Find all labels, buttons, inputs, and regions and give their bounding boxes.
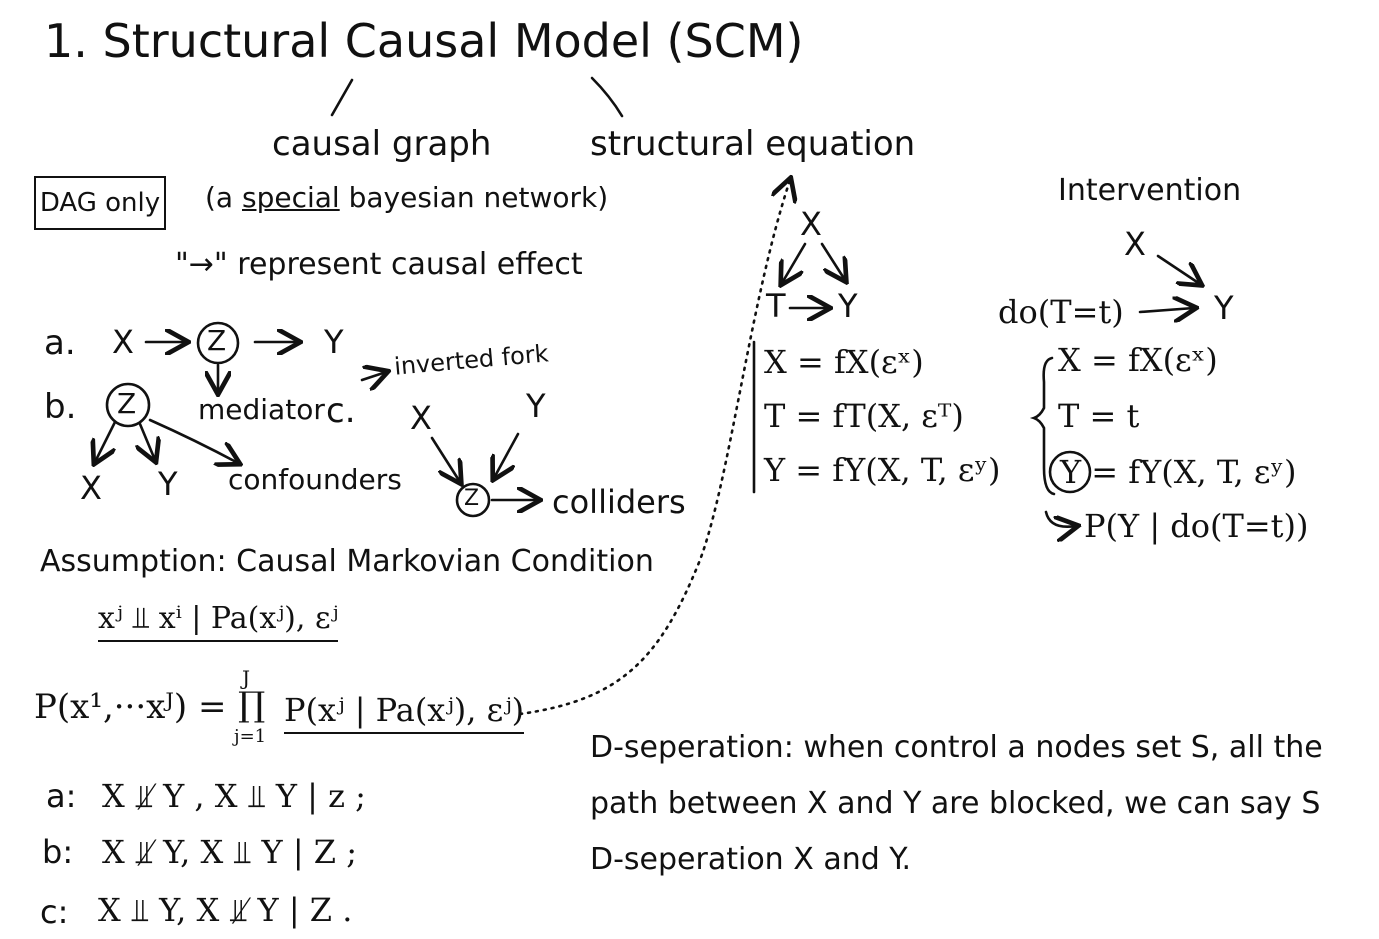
- cmc-formula: xʲ ⫫ xⁱ | Pa(xʲ), εʲ: [98, 604, 338, 642]
- pattern-c-z: Z: [464, 486, 480, 511]
- arrow-y-z-c: [494, 434, 518, 478]
- factorization-prod-top: J: [242, 666, 251, 690]
- pattern-a-name: mediator: [198, 393, 325, 426]
- intervention-do: do(T=t): [998, 293, 1124, 331]
- arrow-int-x-y: [1158, 256, 1200, 284]
- intervention-eq-x: X = fX(εˣ): [1058, 341, 1218, 379]
- scm-node-t: T: [766, 287, 786, 325]
- dag-note-suffix: bayesian network): [348, 181, 609, 214]
- factorization-prod: ∏: [238, 685, 266, 725]
- intervention-node-x: X: [1124, 225, 1146, 263]
- dag-note-special: special: [242, 181, 340, 214]
- pattern-b-name: confounders: [228, 463, 402, 496]
- arrow-x-t: [782, 244, 805, 283]
- independence-expr-b: X ⫫̸ Y, X ⫫ Y | Z ;: [102, 833, 357, 871]
- dag-note-prefix: (a: [205, 181, 234, 214]
- arrow-do-y: [1140, 308, 1194, 312]
- arrow-eq-result: [1046, 512, 1076, 527]
- arrow-x-y: [822, 244, 845, 280]
- scm-eq-x: X = fX(εˣ): [764, 343, 924, 381]
- page-title: 1. Structural Causal Model (SCM): [44, 14, 804, 68]
- intervention-result: P(Y | do(T=t)): [1084, 507, 1309, 545]
- scm-eq-t: T = fT(X, εᵀ): [764, 397, 964, 435]
- factorization-lhs: P(x¹,···xᴶ) =: [34, 687, 227, 727]
- pattern-c-x: X: [410, 399, 432, 437]
- intervention-title: Intervention: [1058, 173, 1242, 208]
- branch-line-left: [332, 80, 352, 115]
- assumption-title: Assumption: Causal Markovian Condition: [40, 544, 654, 579]
- arrow-z-x-b: [95, 422, 115, 462]
- pattern-c-note: inverted fork: [393, 339, 550, 381]
- arrow-z-confounders: [150, 420, 238, 463]
- pattern-a-z: Z: [207, 324, 227, 357]
- intervention-eq-y: Y = fY(X, T, εʸ): [1060, 453, 1297, 491]
- independence-expr-a: X ⫫̸ Y , X ⫫ Y | z ;: [102, 777, 366, 815]
- arrow-x-z-c: [432, 438, 460, 482]
- arrow-z-y-b: [140, 424, 155, 460]
- scm-node-x: X: [800, 205, 822, 243]
- independence-expr-c: X ⫫ Y, X ⫫̸ Y | Z .: [98, 891, 353, 929]
- branch-structural-equation: structural equation: [590, 124, 916, 164]
- factorization-rhs: P(xʲ | Pa(xʲ), εʲ): [284, 694, 524, 734]
- pattern-b-x: X: [80, 469, 102, 507]
- independence-label-a: a:: [46, 777, 77, 815]
- pattern-b-label: b.: [44, 387, 77, 427]
- branch-line-right: [592, 78, 622, 116]
- factorization-prod-bottom: j=1: [234, 726, 267, 747]
- branch-causal-graph: causal graph: [272, 124, 492, 164]
- dag-note: [205, 181, 609, 214]
- pattern-b-y: Y: [158, 465, 178, 503]
- d-separation-text: D-seperation: when control a nodes set S, all the path between X and Y are blocked, we can say S D-seperation X and Y.: [590, 730, 1323, 877]
- pattern-a-label: a.: [44, 323, 76, 363]
- arrow-note: "→" represent causal effect: [175, 247, 583, 282]
- scm-node-y: Y: [838, 287, 858, 325]
- intervention-node-y: Y: [1214, 289, 1234, 327]
- arrow-c-inverted: [362, 372, 386, 380]
- pattern-c-label: c.: [326, 391, 356, 431]
- scm-eq-y: Y = fY(X, T, εʸ): [764, 451, 1001, 489]
- pattern-c-y: Y: [526, 387, 546, 425]
- pattern-a-x: X: [112, 323, 134, 361]
- independence-label-b: b:: [42, 833, 74, 871]
- intervention-eq-t: T = t: [1058, 397, 1140, 435]
- pattern-c-name: colliders: [552, 483, 686, 521]
- pattern-a-y: Y: [324, 323, 344, 361]
- independence-label-c: c:: [40, 893, 69, 931]
- dag-only-box: DAG only: [34, 176, 166, 230]
- pattern-b-z: Z: [117, 387, 137, 420]
